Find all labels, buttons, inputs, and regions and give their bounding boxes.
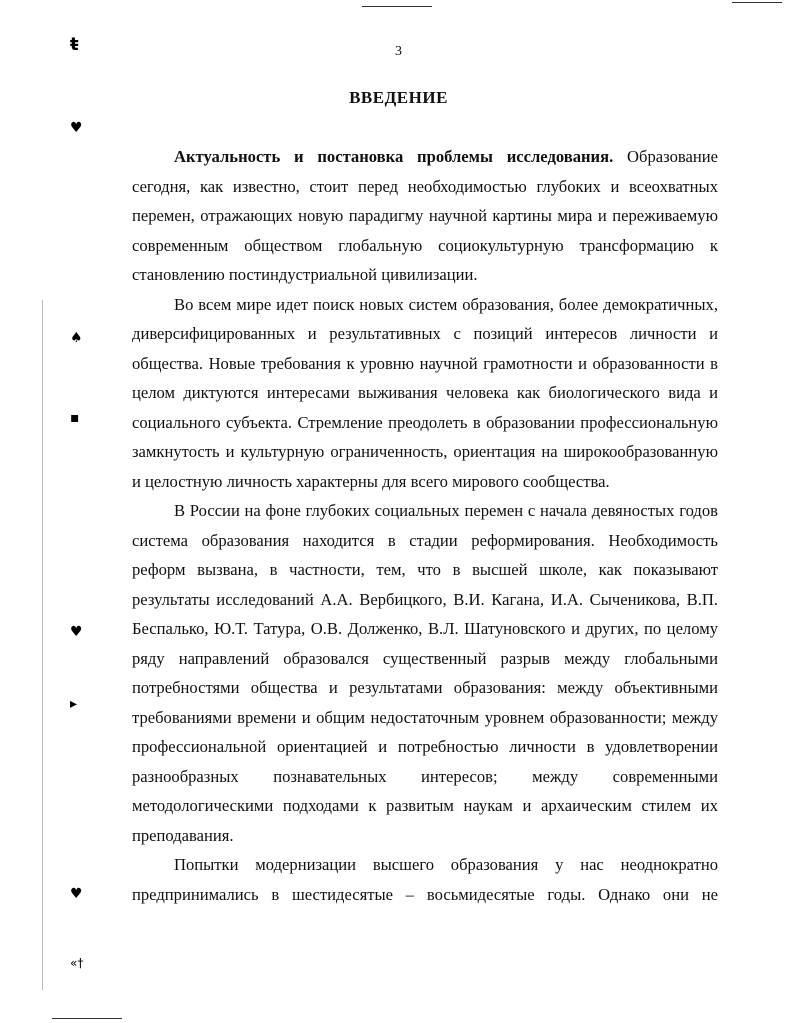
scan-artifact-bottom-line <box>52 1018 122 1019</box>
binding-mark: ♥ <box>70 886 83 902</box>
binding-mark: ▸ <box>70 696 78 712</box>
paragraph-russia-reform: В России на фоне глубоких социальных перемен с начала девяностых годов система образования находится в стадии реформирования. Необходимость реформ вызвана, в частности, тем, что в высшей школе, как показывают результаты исследований А.А. Вербицкого, В.И. Кагана, И.А. Сыченикова, В.П. Беспалько, Ю.Т. Татура, О.В. Долженко, В.Л. Шатуновского и других, по целому ряду направлений образовался существенный разрыв между глобальными потребностями общества и результатами образования: между объективными требованиями времени и общим недостаточным уровнем образованности; между профессиональной ориентацией и потребностью личности в удовлетворении разнообразных познавательных интересов; между современными методологическими подходами к развитым наукам и архаическим стилем их преподавания. <box>132 501 718 845</box>
section-heading: ВВЕДЕНИЕ <box>349 88 448 107</box>
binding-mark: ♥ <box>70 120 83 136</box>
binding-mark: ♠ <box>70 330 83 346</box>
binding-mark: ŧ <box>70 34 79 55</box>
scan-artifact-top-right-line <box>732 2 782 3</box>
body-text <box>132 142 718 909</box>
page-number: 3 <box>395 44 402 59</box>
paragraph-modernization: Попытки модернизации высшего образования у нас неоднократно предпринимались в шестидесятые – восьмидесятые годы. Однако они не <box>132 855 718 904</box>
binding-mark: ♥ <box>70 624 83 640</box>
binding-mark: «† <box>70 956 84 970</box>
scan-artifact-left-edge <box>42 300 43 990</box>
paragraph-text: Образование сегодня, как известно, стоит перед необходимостью глубоких и всеохватных перемен, отражающих новую парадигму научной картины мира и переживаемую современным обществом глобальную социокультурную трансформацию к становлению постиндустриальной цивилизации. <box>132 147 718 284</box>
paragraph-lead-bold: Актуальность и постановка проблемы исследования. <box>174 147 614 166</box>
binding-mark: ▪ <box>70 410 80 426</box>
scan-artifact-top-line <box>362 6 432 7</box>
paragraph-relevance <box>132 142 718 290</box>
paragraph-world-search: Во всем мире идет поиск новых систем образования, более демократичных, диверсифицированных и результативных с позиций интересов личности и общества. Новые требования к уровню научной грамотности и образованности в целом диктуются интересами выживания человека как биологического вида и социального субъекта. Стремление преодолеть в образовании профессиональную замкнутость и культурную ограниченность, ориентация на широкообразованную и целостную личность характерны для всего мирового сообщества. <box>132 294 718 491</box>
